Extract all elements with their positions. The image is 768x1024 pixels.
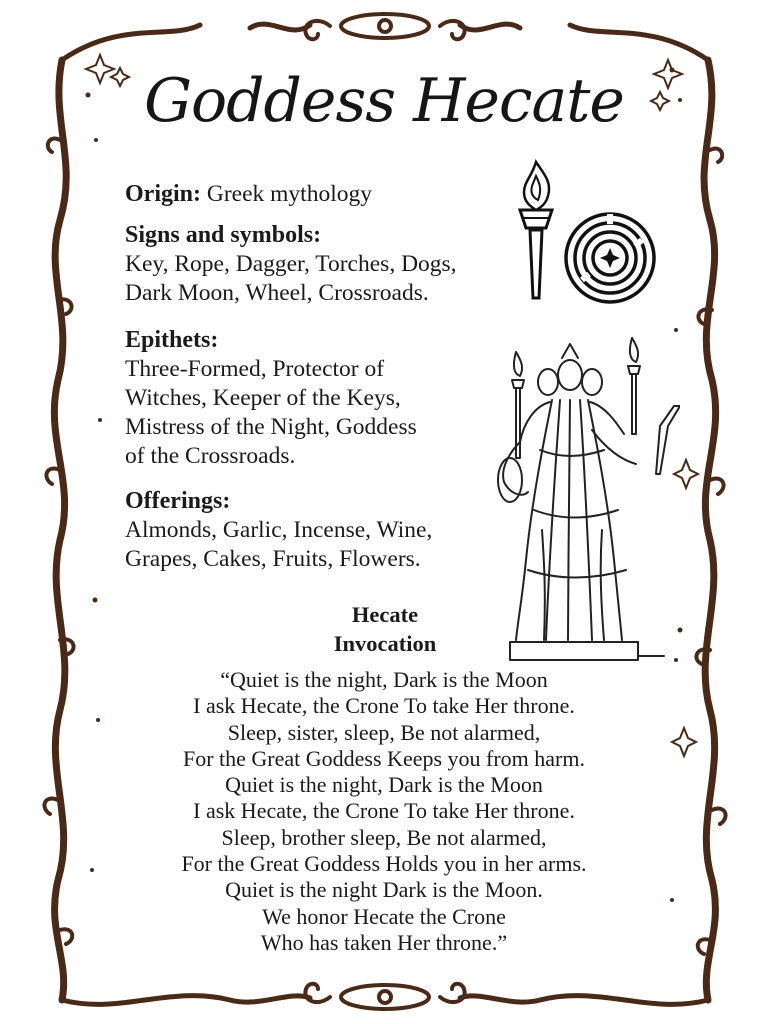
signs-line: Key, Rope, Dagger, Torches, Dogs,: [125, 251, 457, 277]
poem-line: “Quiet is the night, Dark is the Moon: [220, 667, 548, 692]
signs-line: Dark Moon, Wheel, Crossroads.: [125, 280, 429, 306]
epithets-line: Witches, Keeper of the Keys,: [125, 385, 401, 411]
poem-line: Sleep, sister, sleep, Be not alarmed,: [227, 719, 541, 745]
offerings-section: [125, 487, 432, 574]
torch-icon: [510, 158, 562, 303]
origin-value: Greek mythology: [206, 181, 372, 207]
poem-line: For the Great Goddess Keeps you from harm.: [182, 745, 585, 771]
wheel-icon: [562, 210, 658, 306]
poem-line: For the Great Goddess Holds you in her arms.: [181, 851, 587, 877]
statue-illustration: [480, 330, 680, 670]
poem-line: Quiet is the night, Dark is the Moon: [225, 772, 543, 798]
epithets-line: of the Crossroads.: [125, 443, 296, 469]
epithets-label: Epithets:: [125, 327, 219, 353]
origin-label: Origin:: [125, 181, 201, 207]
offerings-line: Almonds, Garlic, Incense, Wine,: [125, 517, 433, 543]
invocation-heading-line: Invocation: [333, 631, 437, 656]
poem-line: We honor Hecate the Crone: [262, 903, 506, 929]
invocation-heading-line: Hecate: [351, 602, 419, 627]
epithets-line: Three-Formed, Protector of: [125, 356, 385, 382]
poem-line: I ask Hecate, the Crone To take Her throne.: [193, 693, 575, 719]
poem-line: I ask Hecate, the Crone To take Her throne.: [193, 798, 575, 824]
epithets-section: [125, 326, 417, 471]
offerings-label: Offerings:: [125, 488, 231, 514]
poem-line: Quiet is the night Dark is the Moon.: [225, 877, 543, 903]
epithets-line: Mistress of the Night, Goddess: [125, 414, 417, 440]
poem-line: Sleep, brother sleep, Be not alarmed,: [221, 824, 547, 850]
invocation-poem: [110, 667, 658, 956]
poem-line: Who has taken Her throne.”: [260, 929, 508, 955]
origin-section: [125, 180, 372, 209]
offerings-line: Grapes, Cakes, Fruits, Flowers.: [125, 546, 421, 572]
signs-label: Signs and symbols:: [125, 222, 322, 248]
signs-section: [125, 221, 457, 308]
invocation-heading: [300, 600, 470, 658]
page-title: Goddess Hecate: [144, 66, 624, 136]
